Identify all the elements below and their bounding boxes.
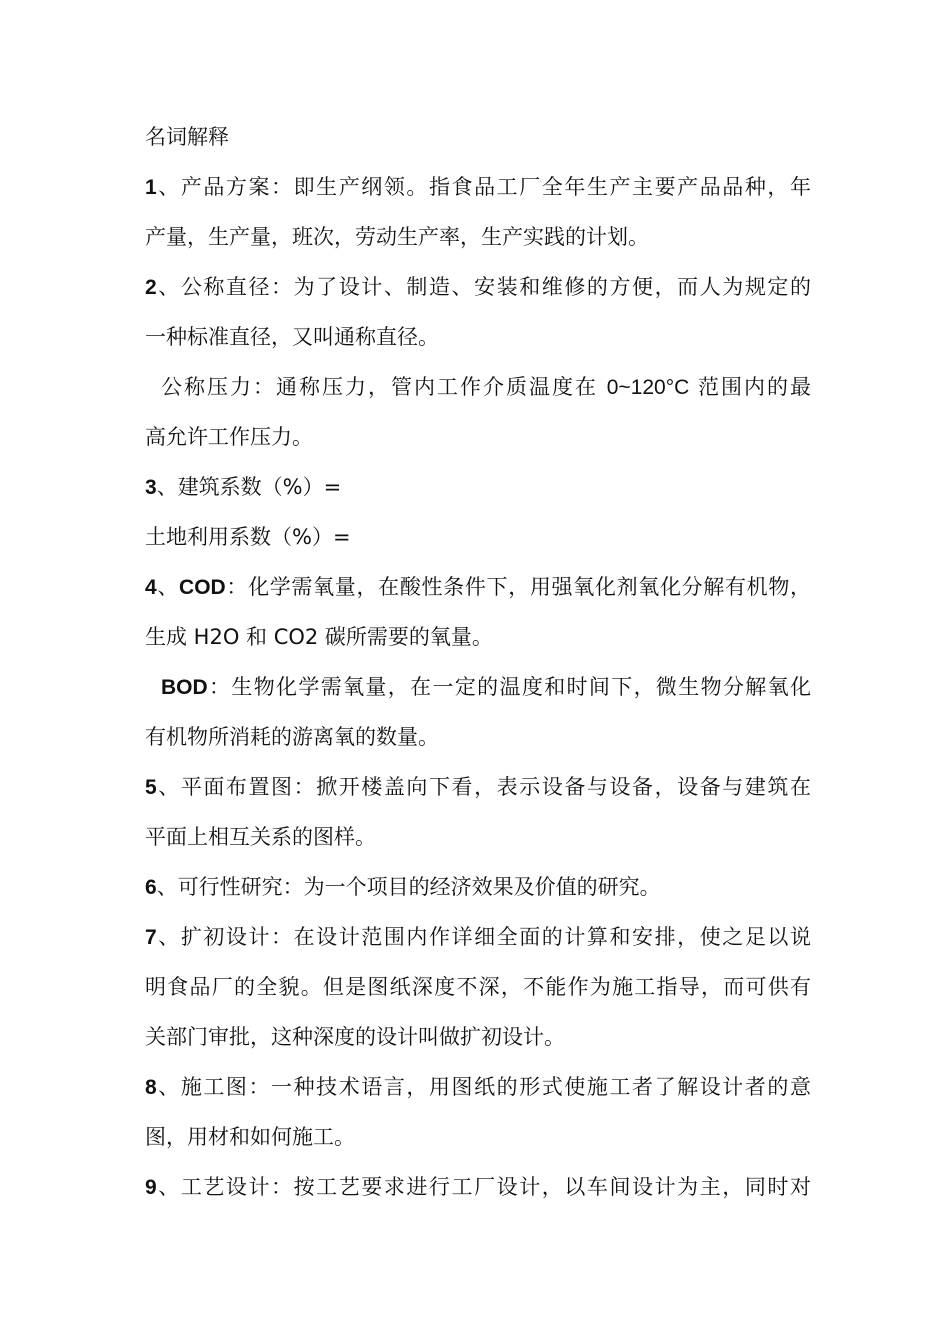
item-text: 产量，生产量，班次，劳动生产率，生产实践的计划。 (145, 225, 649, 249)
paragraph-line (145, 1012, 811, 1062)
item-text: 土地利用系数（%）= (145, 525, 351, 549)
page-title: 名词解释 (145, 125, 229, 149)
item-text: 扩初设计：在设计范围内作详细全面的计算和安排，使之足以说 (180, 925, 811, 949)
item-text: 工艺设计：按工艺要求进行工厂设计，以车间设计为主，同时对 (180, 1175, 811, 1199)
paragraph-line (145, 412, 811, 462)
item-text: 有机物所消耗的游离氧的数量。 (145, 725, 439, 749)
item-separator: 、 (156, 475, 178, 499)
item-text: 高允许工作压力。 (145, 425, 313, 449)
item-text: 建筑系数（%）= (177, 475, 342, 499)
item-number: 5 (145, 776, 157, 799)
term-bod: BOD (161, 676, 208, 699)
temperature-range: 0~120°C (606, 376, 690, 399)
item-number: 4 (145, 576, 157, 599)
item-text: 产品方案：即生产纲领。指食品工厂全年生产主要产品品种，年 (180, 175, 811, 199)
item-number: 2 (145, 276, 157, 299)
paragraph-line (145, 812, 811, 862)
item-text: 图，用材和如何施工。 (145, 1125, 355, 1149)
term-cod: COD (179, 576, 226, 599)
item-number: 9 (145, 1176, 157, 1199)
paragraph-line (145, 562, 811, 612)
item-separator: 、 (156, 925, 181, 949)
item-separator: 、 (156, 575, 180, 599)
item-number: 1 (145, 176, 157, 199)
item-text: 关部门审批，这种深度的设计叫做扩初设计。 (145, 1025, 565, 1049)
paragraph-line (145, 862, 811, 912)
item-text: 可行性研究：为一个项目的经济效果及价值的研究。 (177, 875, 661, 899)
paragraph-line (145, 212, 811, 262)
item-text: 范围内的最 (689, 375, 811, 399)
item-text: ：化学需氧量，在酸性条件下，用强氧化剂氧化分解有机物， (225, 575, 811, 599)
item-number: 7 (145, 926, 157, 949)
document-page (145, 112, 811, 1212)
item-text: 平面上相互关系的图样。 (145, 825, 376, 849)
paragraph-line (145, 262, 811, 312)
item-text: 一种标准直径，又叫通称直径。 (145, 325, 439, 349)
item-separator: 、 (156, 175, 181, 199)
item-text: 明食品厂的全貌。但是图纸深度不深，不能作为施工指导，而可供有 (145, 975, 811, 999)
item-number: 3 (145, 476, 157, 499)
paragraph-line (145, 962, 811, 1012)
paragraph-line (145, 912, 811, 962)
paragraph-line (145, 612, 811, 662)
paragraph-line (145, 662, 811, 712)
item-separator: 、 (156, 275, 181, 299)
item-text: 公称直径：为了设计、制造、安装和维修的方便，而人为规定的 (180, 275, 811, 299)
paragraph-line (145, 1062, 811, 1112)
paragraph-line (145, 462, 811, 512)
item-number: 8 (145, 1076, 157, 1099)
item-text: ：生物化学需氧量，在一定的温度和时间下，微生物分解氧化 (207, 675, 811, 699)
item-text: 施工图：一种技术语言，用图纸的形式使施工者了解设计者的意 (180, 1075, 811, 1099)
paragraph-line (145, 312, 811, 362)
item-text: 平面布置图：掀开楼盖向下看，表示设备与设备，设备与建筑在 (180, 775, 811, 799)
item-number: 6 (145, 876, 157, 899)
item-separator: 、 (156, 875, 178, 899)
paragraph-line (145, 1162, 811, 1212)
paragraph-line (145, 162, 811, 212)
item-text: 生成 H2O 和 CO2 碳所需要的氧量。 (145, 625, 493, 649)
item-separator: 、 (156, 1175, 181, 1199)
item-separator: 、 (156, 775, 181, 799)
paragraph-line (145, 1112, 811, 1162)
paragraph-line (145, 512, 811, 562)
item-text: 公称压力：通称压力，管内工作介质温度在 (161, 375, 607, 399)
paragraph-line (145, 762, 811, 812)
item-separator: 、 (156, 1075, 181, 1099)
paragraph-line (145, 362, 811, 412)
paragraph-line (145, 712, 811, 762)
